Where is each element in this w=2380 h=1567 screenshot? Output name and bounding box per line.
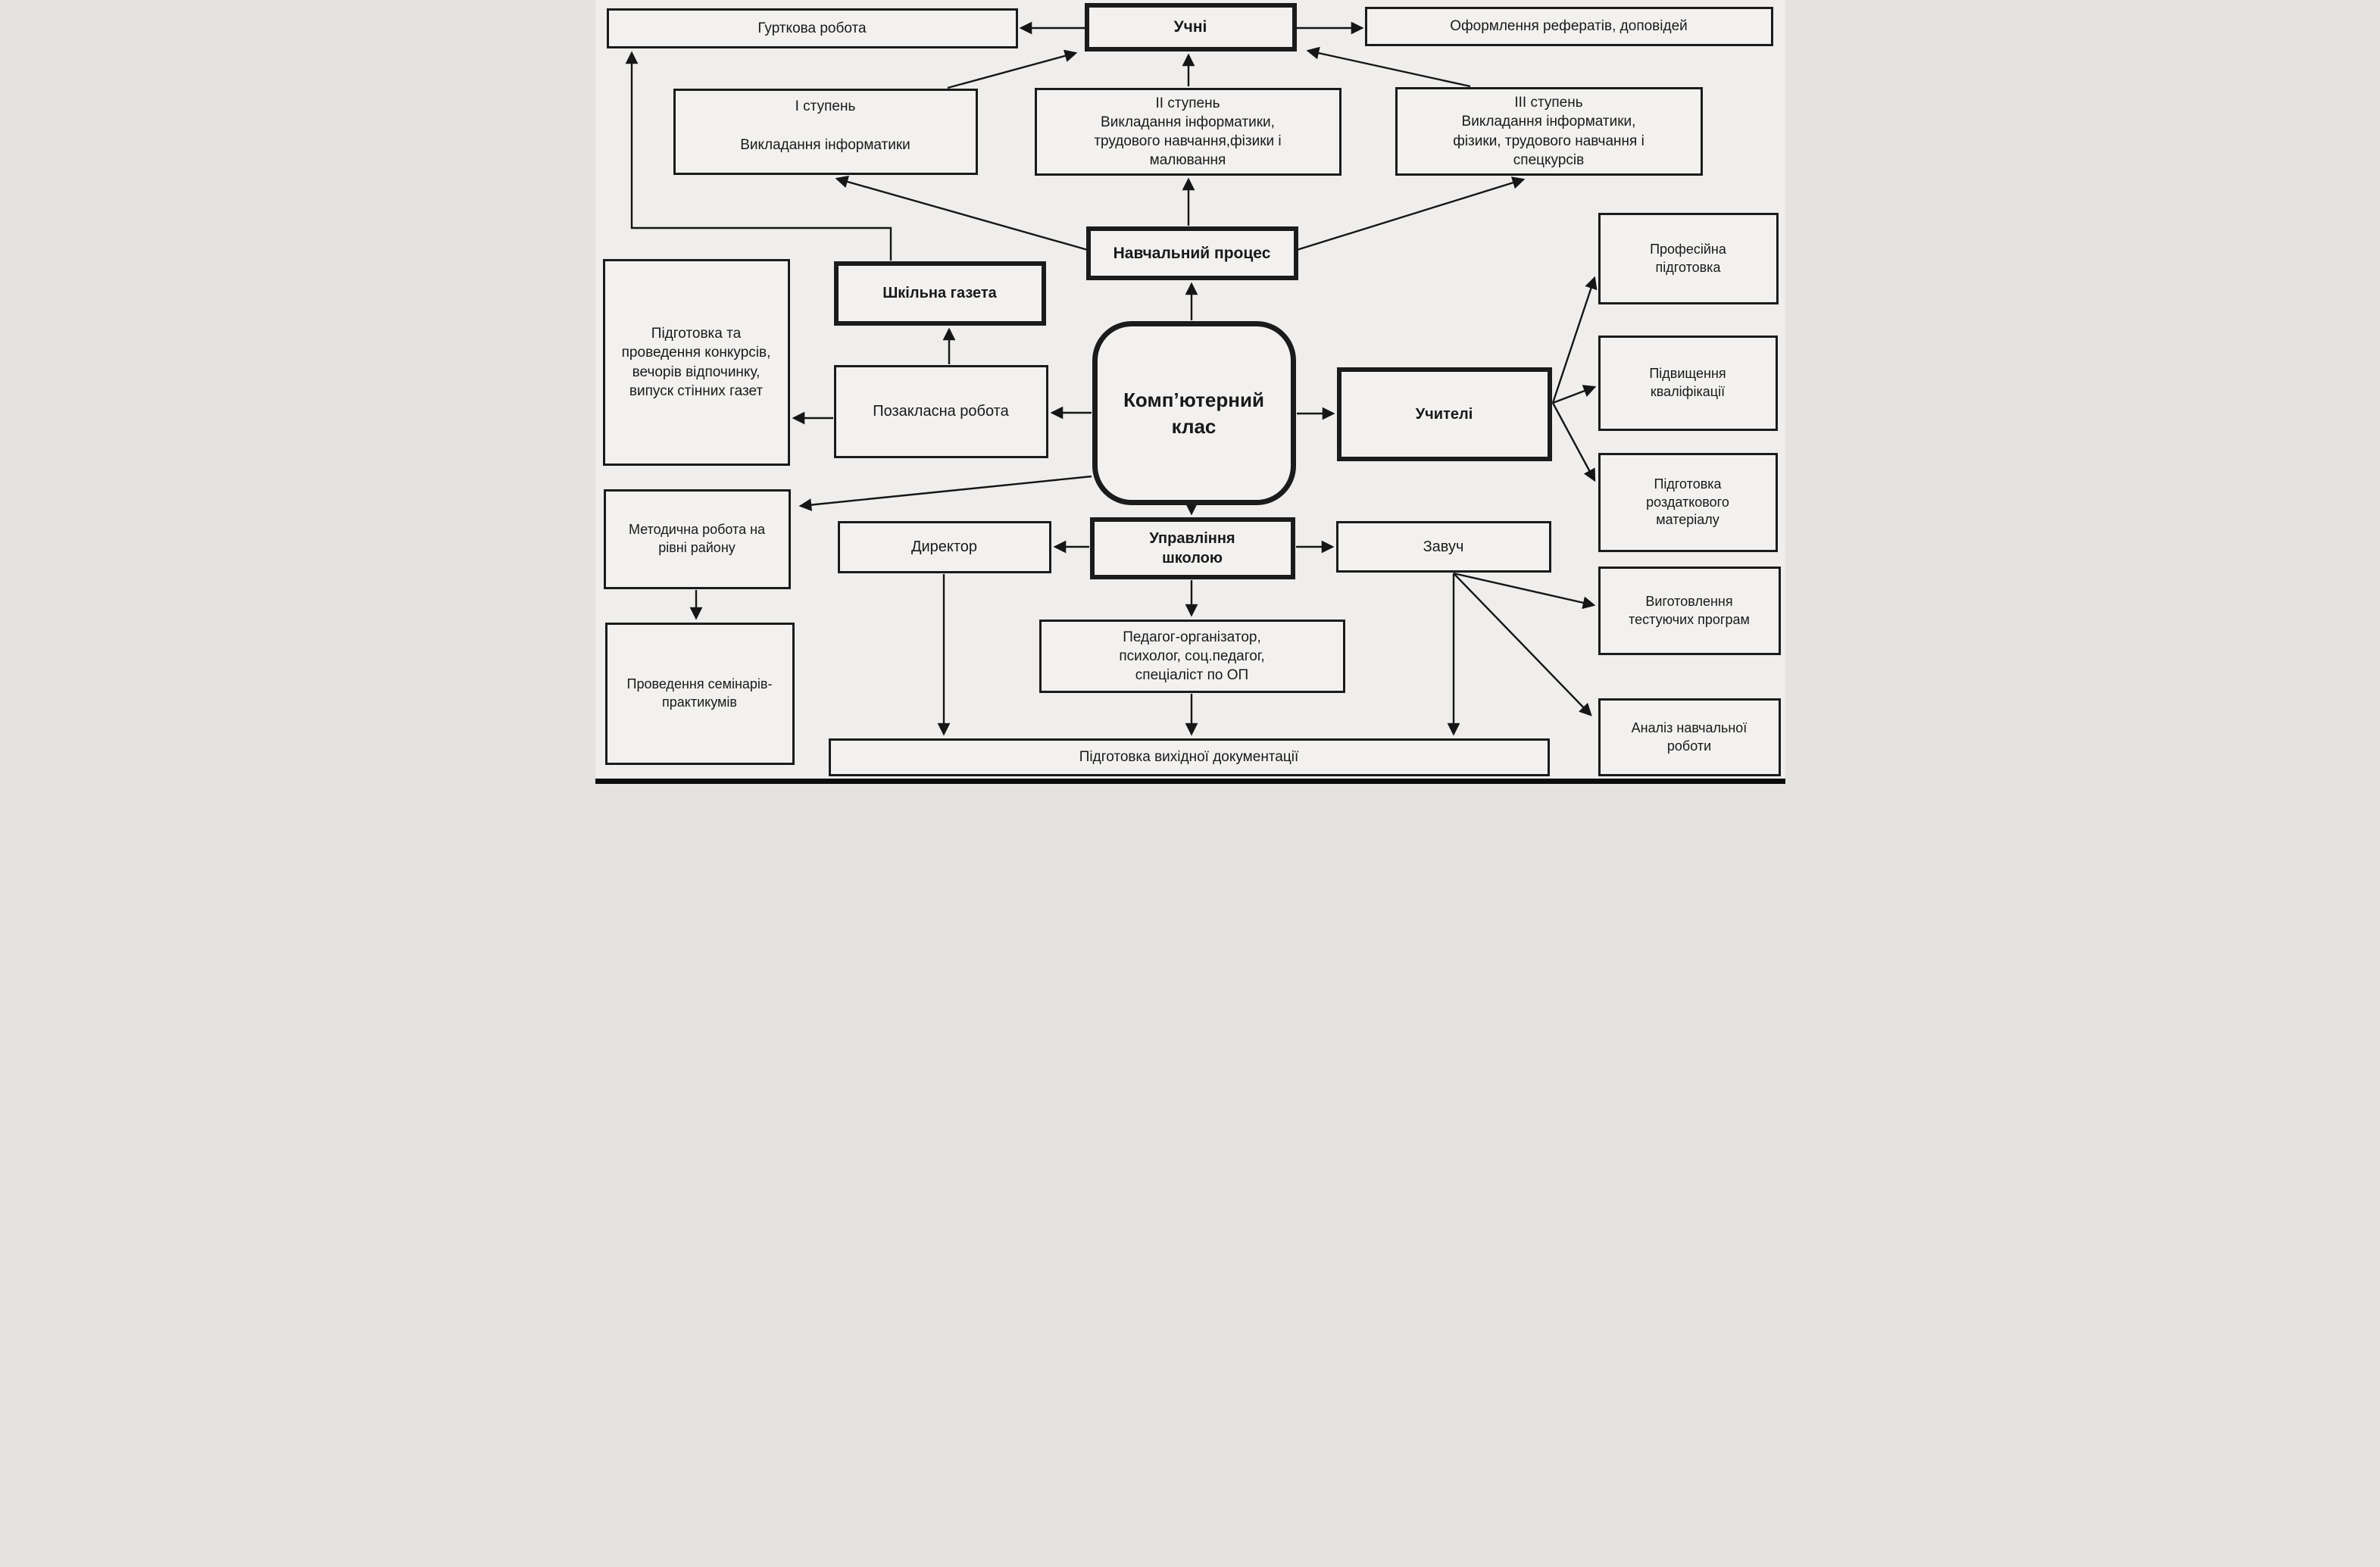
connector-uchyteli-rozdatkovyi — [1553, 403, 1594, 480]
node-zavuch — [1336, 521, 1551, 573]
node-stupin-3 — [1395, 87, 1703, 176]
connector-komp-metodychna — [801, 476, 1092, 506]
node-label: Учні — [1173, 18, 1207, 36]
node-title: ІІ ступень — [1155, 95, 1220, 111]
connector-navchalnyi-stupin1 — [837, 179, 1088, 250]
node-analiz-roboty — [1598, 698, 1781, 776]
node-label: Проведення семінарів-практикумів — [626, 676, 773, 710]
node-label: Аналіз навчальної роботи — [1631, 720, 1748, 754]
node-vykhidna-dokumentatsiia — [829, 738, 1550, 776]
connector-uchyteli-pidvyshchennia — [1553, 387, 1594, 403]
node-label: Комп’ютерний клас — [1123, 389, 1264, 438]
node-pedahoh-orhanizator — [1039, 620, 1345, 693]
node-hurtkova-robota — [607, 8, 1018, 48]
node-label: Педагог-організатор, психолог, соц.педагог, спеціаліст по ОП — [1119, 629, 1265, 684]
node-label: Підготовка та проведення конкурсів, вечорів відпочинку, випуск стінних газет — [621, 326, 771, 399]
node-uchyteli — [1337, 367, 1552, 461]
node-pidvyshchennia-kvalifikatsii — [1598, 336, 1778, 431]
node-label: Професійна підготовка — [1650, 241, 1726, 275]
node-label: Підготовка роздаткового матеріалу — [1646, 476, 1729, 528]
connector-zavuch-vyhotovlennia — [1454, 573, 1594, 605]
node-oformlennia-referativ — [1365, 7, 1773, 46]
node-label: Підвищення кваліфікації — [1649, 366, 1726, 399]
node-label: Позакласна робота — [873, 403, 1009, 420]
node-label: Управління школою — [1149, 529, 1235, 567]
diagram-canvas — [595, 0, 1785, 784]
node-profesiina-pidhotovka — [1598, 213, 1779, 304]
node-shkilna-hazeta — [834, 261, 1046, 326]
node-label: Гурткова робота — [757, 20, 867, 36]
node-pozaklasna-robota — [834, 365, 1048, 458]
node-label: Учителі — [1415, 405, 1473, 423]
node-label: Викладання інформатики, фізики, трудового навчання і спецкурсів — [1453, 114, 1644, 168]
node-vyhotovlennia-prohram — [1598, 567, 1781, 655]
node-dyrektor — [838, 521, 1051, 573]
node-rozdatkovyi-material — [1598, 453, 1778, 552]
node-label: Завуч — [1423, 538, 1464, 555]
scan-edge-bar — [595, 779, 1785, 784]
node-label: Директор — [910, 538, 978, 556]
connector-zavuch-analiz — [1454, 573, 1591, 715]
node-label: Шкільна газета — [882, 285, 997, 302]
node-title: ІІІ ступень — [1514, 95, 1583, 111]
node-navchalnyi-protses — [1086, 226, 1298, 280]
node-uchni — [1085, 3, 1297, 52]
node-title: І ступень — [795, 98, 856, 114]
node-label: Виготовлення тестуючих програм — [1629, 593, 1750, 627]
node-metodychna-robota — [604, 489, 791, 589]
node-kompiuternyi-klas — [1092, 321, 1296, 505]
node-pidhotovka-konkursiv — [603, 259, 790, 466]
node-stupin-1 — [673, 89, 978, 175]
node-label: Викладання інформатики, трудового навчання,фізики і малювання — [1094, 114, 1282, 169]
connector-stupin3-uchni — [1308, 51, 1470, 86]
node-provedennia-seminariv — [605, 623, 795, 765]
connector-navchalnyi-stupin3 — [1297, 179, 1523, 250]
node-label: Підготовка вихідної документації — [1079, 749, 1299, 766]
node-upravlinnia-shkoloiu — [1090, 517, 1295, 579]
connector-uchyteli-prof — [1553, 278, 1594, 403]
node-label: Навчальний процес — [1113, 244, 1271, 262]
node-stupin-2 — [1035, 88, 1341, 176]
node-label: Викладання інформатики — [740, 137, 910, 154]
connector-stupin1-uchni — [948, 53, 1076, 88]
node-label: Методична робота на рівні району — [628, 522, 766, 555]
node-label: Оформлення рефератів, доповідей — [1450, 18, 1688, 35]
